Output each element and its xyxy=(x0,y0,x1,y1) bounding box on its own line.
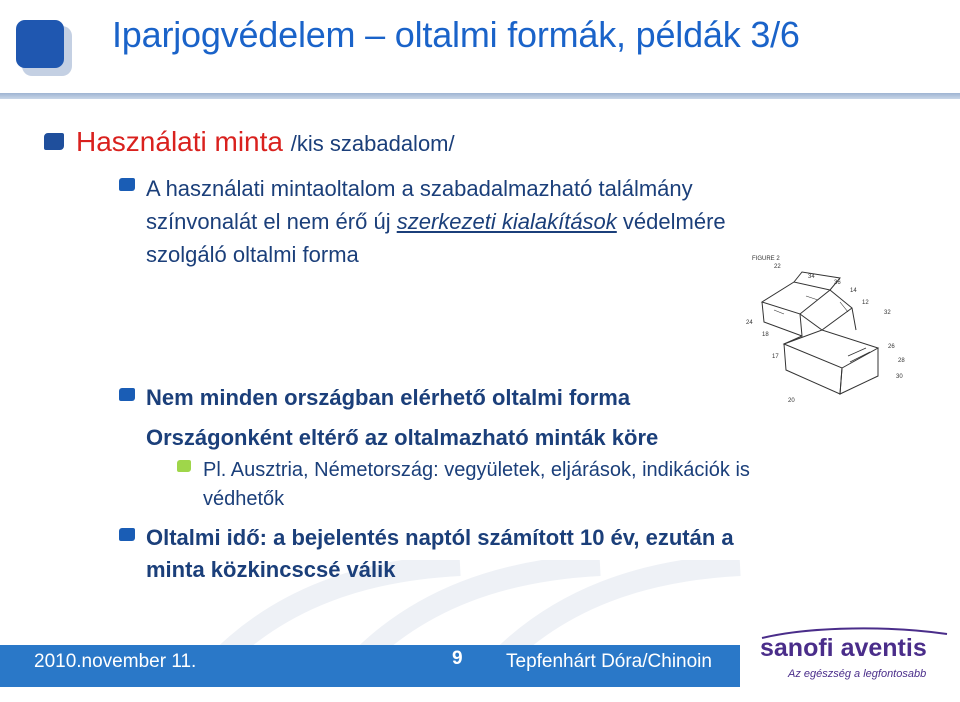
bullet-4-line-2: minta közkincscsé válik xyxy=(146,557,396,582)
drawing-label: 24 xyxy=(746,320,753,326)
drawing-label: 18 xyxy=(762,332,769,338)
page-number: 9 xyxy=(452,648,463,669)
bullet-2: Nem minden országban elérhető oltalmi forma xyxy=(146,385,631,410)
patent-drawing-illustration xyxy=(744,252,910,407)
drawing-label: 22 xyxy=(774,264,781,270)
drawing-label: 28 xyxy=(898,358,905,364)
drawing-figure-label: FIGURE 2 xyxy=(752,256,780,262)
drawing-label: 32 xyxy=(884,310,891,316)
footer-date: 2010.november 11. xyxy=(34,651,197,672)
bullet-icon xyxy=(119,528,135,541)
bullet-1-line-1: A használati mintaoltalom a szabadalmazható találmány xyxy=(146,176,693,201)
bullet-1-line-2-post: védelmére xyxy=(616,209,726,234)
drawing-label: 20 xyxy=(788,398,795,404)
bullet-4-line-1: Oltalmi idő: a bejelentés naptól számított 10 év, ezután a xyxy=(146,525,734,550)
drawing-label: 30 xyxy=(896,374,903,380)
bullet-1-line-3: szolgáló oltalmi forma xyxy=(146,242,359,267)
drawing-label: 34 xyxy=(808,274,815,280)
bullet-icon xyxy=(119,178,135,191)
page-title: Iparjogvédelem – oltalmi formák, példák 3/6 xyxy=(112,14,800,55)
drawing-label: 17 xyxy=(772,354,779,360)
structural-designs-link[interactable]: szerkezeti kialakítások xyxy=(396,209,617,234)
drawing-label: 26 xyxy=(888,344,895,350)
sub-bullet-line-1: Pl. Ausztria, Németország: vegyületek, eljárások, indikációk is xyxy=(203,459,750,481)
drawing-label: 14 xyxy=(850,288,857,294)
bullet-icon xyxy=(119,388,135,401)
logo-square-icon xyxy=(14,18,76,80)
title-divider xyxy=(0,93,960,99)
drawing-label: 12 xyxy=(862,300,869,306)
brand-tagline: Az egészség a legfontosabb xyxy=(788,668,927,680)
sub-bullet-icon xyxy=(177,460,191,472)
section-title: Használati minta xyxy=(76,126,283,157)
sub-bullet-line-2: védhetők xyxy=(203,488,285,510)
section-heading xyxy=(76,126,455,158)
section-subtitle: /kis szabadalom/ xyxy=(290,131,455,156)
brand-name: sanofi aventis xyxy=(760,634,927,662)
footer-author: Tepfenhárt Dóra/Chinoin xyxy=(506,651,712,672)
drawing-label: 36 xyxy=(834,280,841,286)
bullet-3: Országonként eltérő az oltalmazható minták köre xyxy=(146,425,659,450)
section-bullet-icon xyxy=(44,133,64,150)
bullet-1-line-2 xyxy=(146,205,726,238)
bullet-1-line-2-pre: színvonalát el nem érő új xyxy=(146,209,397,234)
